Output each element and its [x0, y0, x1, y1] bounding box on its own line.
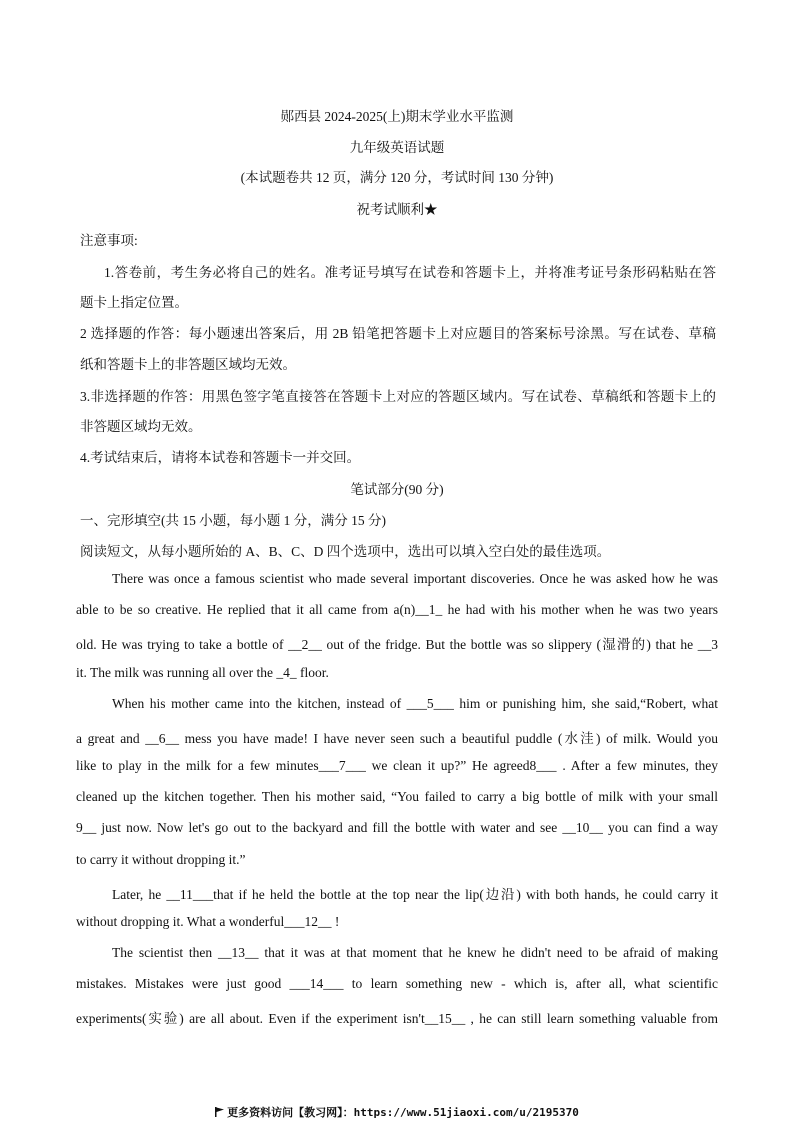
passage-line: able to be so creative. He replied that it all came from a(n)__1_ he had with his mother when he was two years: [76, 602, 718, 617]
passage-line: it. The milk was running all over the _4_ floor.: [76, 665, 329, 680]
footer-link[interactable]: [0, 1104, 794, 1120]
passage-line: like to play in the milk for a few minutes___7___ we clean it up?” He agreed8___ . After a few minutes, they: [76, 758, 718, 773]
exam-info: (本试题卷共 12 页，满分 120 分，考试时间 130 分钟): [240, 170, 554, 185]
notice-heading: 注意事项:: [80, 233, 138, 248]
passage-line: mistakes. Mistakes were just good ___14___ to learn something new - which is, after all, what scientific: [76, 976, 718, 991]
passage-line: There was once a famous scientist who made several important discoveries. Once he was asked how he was: [112, 571, 718, 586]
passage-line: a great and __6__ mess you have made! I have never seen such a beautiful puddle (水洼) of milk. Would you: [76, 731, 718, 746]
part-instruction: 阅读短文，从每小题所始的 A、B、C、D 四个选项中，选出可以填入空白处的最佳选项。: [80, 544, 611, 559]
flag-icon: [215, 1107, 224, 1117]
passage-line: cleaned up the kitchen together. Then his mother said, “You failed to carry a big bottle of milk with your small: [76, 789, 718, 804]
passage-line: 9__ just now. Now let's go out to the backyard and fill the bottle with water and see __10__ you can find a way: [76, 820, 718, 835]
notice-line: 4.考试结束后，请将本试卷和答题卡一并交回。: [80, 450, 361, 465]
notice-line: 1.答卷前，考生务必将自己的姓名。准考证号填写在试卷和答题卡上，并将准考证号条形码粘贴在答: [104, 265, 716, 280]
notice-line: 非答题区域均无效。: [80, 419, 202, 434]
notice-line: 题卡上指定位置。: [80, 295, 188, 310]
passage-line: without dropping it. What a wonderful___12__ !: [76, 914, 340, 929]
part-title: 一、完形填空(共 15 小题，每小题 1 分，满分 15 分): [80, 513, 386, 528]
notice-line: 3.非选择题的作答：用黑色签字笔直接答在答题卡上对应的答题区域内。写在试卷、草稿纸和答题卡上的: [80, 389, 716, 404]
exam-wish: 祝考试顺利★: [356, 202, 438, 217]
passage-line: Later, he __11___that if he held the bottle at the top near the lip(边沿) with both hands, he could carry it: [112, 887, 718, 902]
exam-subtitle: 九年级英语试题: [349, 140, 445, 155]
passage-line: to carry it without dropping it.”: [76, 852, 246, 867]
passage-line: old. He was trying to take a bottle of __2__ out of the fridge. But the bottle was so slippery (湿滑的) that he __3: [76, 637, 718, 652]
notice-line: 2 选择题的作答：每小题速出答案后，用 2B 铅笔把答题卡上对应题目的答案标号涂黑。写在试卷、草稿: [80, 326, 716, 341]
notice-line: 纸和答题卡上的非答题区域均无效。: [80, 357, 296, 372]
passage-line: The scientist then __13__ that it was at that moment that he knew he didn't need to be afraid of making: [112, 945, 718, 960]
footer-text: 更多资料访问【教习网】：https://www.51jiaoxi.com/u/2195370: [227, 1106, 579, 1119]
passage-line: When his mother came into the kitchen, instead of ___5___ him or punishing him, she said,“Robert, what: [112, 696, 718, 711]
passage-line: experiments(实验) are all about. Even if the experiment isn't__15__ , he can still learn something valuable from: [76, 1011, 718, 1026]
exam-title: 郧西县 2024-2025(上)期末学业水平监测: [280, 109, 514, 124]
section-title: 笔试部分(90 分): [350, 482, 444, 497]
